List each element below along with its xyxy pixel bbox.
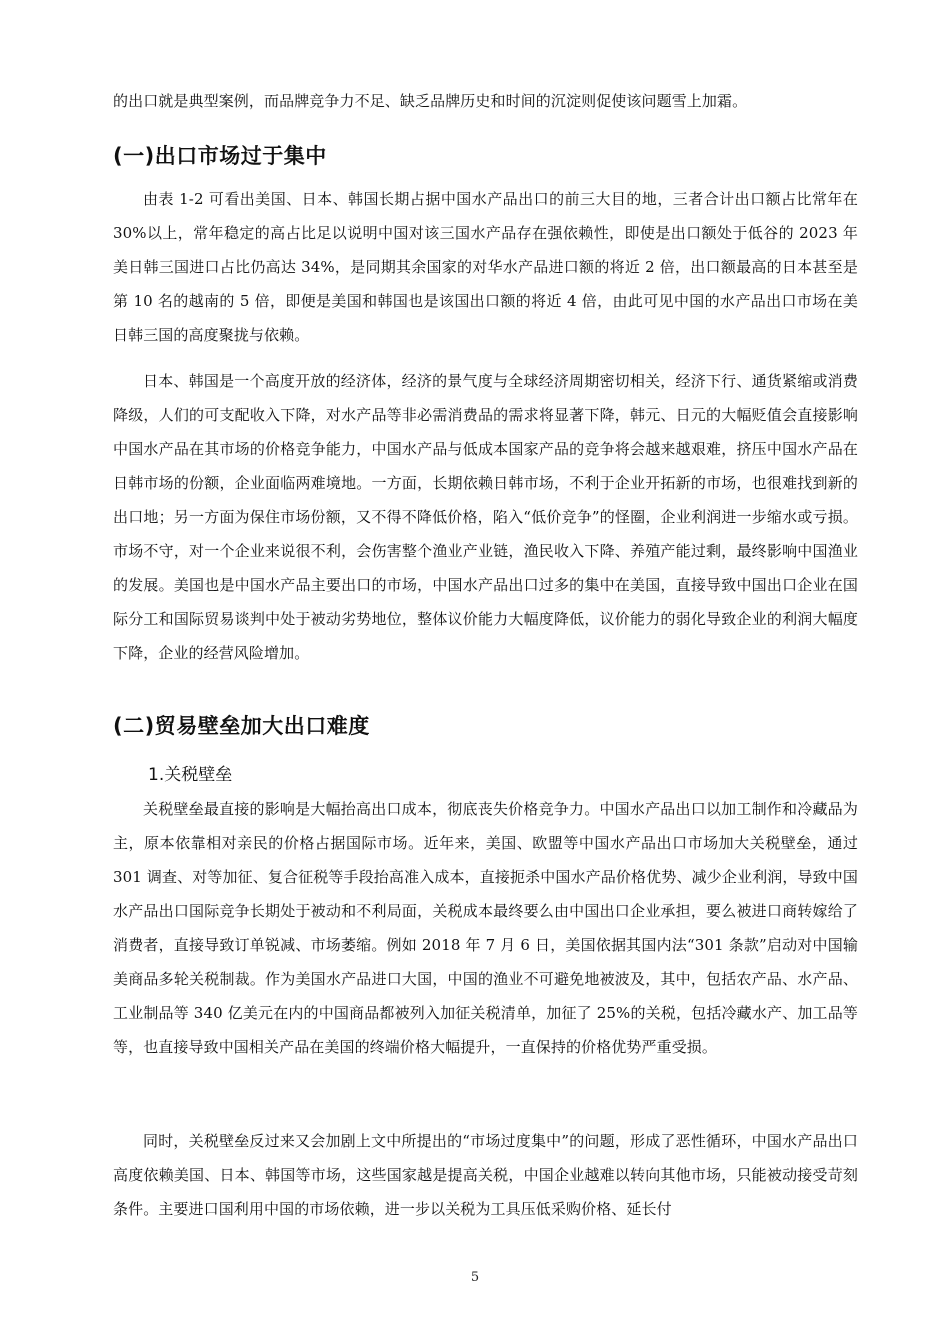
paragraph-text: 关税壁垒最直接的影响是大幅抬高出口成本，彻底丧失价格竞争力。中国水产品出口以加工制作和冷藏品为主，原本依靠相对亲民的价格占据国际市场。近年来，美国、欧盟等中国水产品出口市场加大关税壁垒，通过 301 调查、对等加征、复合征税等手段抬高准入成本，直接扼杀中国水产品价格优势、减少企业利润，导致中国水产品出口国际竞争长期处于被动和不利局面，关税成本最终要么由中国出口企业承担，要么被进口商转嫁给了消费者，直接导致订单锐减、市场萎缩。例如 2018 年 7 月 6 日，美国依据其国内法“301 条款”启动对中国输美商品多轮关税制裁。作为美国水产品进口大国，中国的渔业不可避免地被波及，其中，包括农产品、水产品、工业制品等 340 亿美元在内的中国商品都被列入加征关税清单，加征了 25%的关税，包括冷藏水产、加工品等等，也直接导致中国相关产品在美国的终端价格大幅提升，一直保持的价格优势严重受损。	[113, 800, 858, 1056]
section-heading-2: (二)贸易壁垒加大出口难度	[113, 714, 370, 738]
paragraph-text: 日本、韩国是一个高度开放的经济体，经济的景气度与全球经济周期密切相关，经济下行、通货紧缩或消费降级，人们的可支配收入下降，对水产品等非必需消费品的需求将显著下降，韩元、日元的大幅贬值会直接影响中国水产品在其市场的价格竞争能力，中国水产品与低成本国家产品的竞争将会越来越艰难，挤压中国水产品在日韩市场的份额，企业面临两难境地。一方面，长期依赖日韩市场，不利于企业开拓新的市场，也很难找到新的出口地；另一方面为保住市场份额，又不得不降低价格，陷入“低价竞争”的怪圈，企业利润进一步缩水或亏损。市场不守，对一个企业来说很不利，会伤害整个渔业产业链，渔民收入下降、养殖产能过剩，最终影响中国渔业的发展。美国也是中国水产品主要出口的市场，中国水产品出口过多的集中在美国，直接导致中国出口企业在国际分工和国际贸易谈判中处于被动劣势地位，整体议价能力大幅度降低，议价能力的弱化导致企业的利润大幅度下降，企业的经营风险增加。	[113, 372, 858, 662]
paragraph-text: 同时，关税壁垒反过来又会加剧上文中所提出的“市场过度集中”的问题，形成了恶性循环，中国水产品出口高度依赖美国、日本、韩国等市场，这些国家越是提高关税，中国企业越难以转向其他市场，只能被动接受苛刻条件。主要进口国利用中国的市场依赖，进一步以关税为工具压低采购价格、延长付	[113, 1132, 858, 1218]
page-number: 5	[470, 1270, 480, 1285]
paragraph-tariff-barrier	[113, 792, 858, 1064]
paragraph-text: 的出口就是典型案例，而品牌竞争力不足、缺乏品牌历史和时间的沉淀则促使该问题雪上加霜。	[113, 92, 748, 110]
paragraph-japan-korea	[113, 364, 858, 670]
paragraph-market-concentration	[113, 182, 858, 352]
subsection-heading: 1.关税壁垒	[148, 765, 233, 785]
section-heading-1: (一)出口市场过于集中	[113, 144, 327, 168]
paragraph-text: 由表 1-2 可看出美国、日本、韩国长期占据中国水产品出口的前三大目的地，三者合计出口额占比常年在 30%以上，常年稳定的高占比足以说明中国对该三国水产品存在强依赖性，即使是出口额处于低谷的 2023 年美日韩三国进口占比仍高达 34%，是同期其余国家的对华水产品进口额的将近 2 倍，出口额最高的日本甚至是第 10 名的越南的 5 倍，即便是美国和韩国也是该国出口额的将近 4 倍，由此可见中国的水产品出口市场在美日韩三国的高度聚拢与依赖。	[113, 190, 858, 344]
paragraph-vicious-cycle	[113, 1124, 858, 1226]
paragraph-intro	[113, 84, 858, 118]
